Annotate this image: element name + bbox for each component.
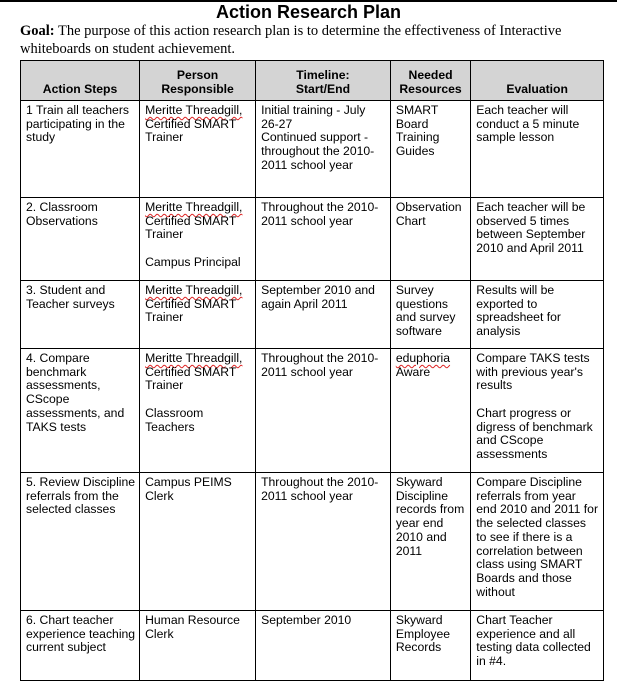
- spacer: [145, 242, 251, 256]
- resources-text: Survey questions and survey software: [395, 283, 456, 339]
- cell-person-responsible: [140, 349, 256, 473]
- cell-action-step: [21, 281, 140, 349]
- resources-text: Observation Chart: [395, 200, 462, 228]
- person-role: Certified SMART Trainer: [145, 296, 237, 325]
- resource-name: eduphoria: [395, 351, 451, 365]
- table-row: [21, 473, 604, 611]
- cell-timeline: [256, 281, 391, 349]
- evaluation-text: Chart Teacher experience and all testing data collected in #4.: [476, 613, 591, 669]
- cell-person-responsible: [140, 101, 256, 198]
- cell-timeline: [256, 101, 391, 198]
- cell-evaluation: [471, 281, 604, 349]
- person-extra: Classroom Teachers: [145, 405, 204, 434]
- timeline-text-2: Continued support - throughout the 2010-2011 school year: [261, 130, 375, 172]
- person-name: Meritte Threadgill,: [145, 200, 243, 214]
- evaluation-text: Compare Discipline referrals from year end 2010 and 2011 for the selected classes to see if there is a correlation between class using SMART Boards and those without: [476, 475, 599, 599]
- timeline-text: September 2010 and again April 2011: [261, 283, 375, 311]
- table-row: [21, 611, 604, 681]
- cell-needed-resources: [390, 198, 470, 281]
- spacer: [145, 393, 251, 407]
- person-extra: Campus Principal: [145, 254, 241, 269]
- timeline-text: Throughout the 2010-2011 school year: [261, 475, 379, 503]
- cell-action-step: [21, 349, 140, 473]
- cell-action-step: [21, 611, 140, 681]
- action-plan-table: [20, 60, 604, 681]
- header-row: [21, 61, 604, 101]
- person-role: Certified SMART Trainer: [145, 116, 237, 145]
- cell-evaluation: [471, 611, 604, 681]
- header-needed-resources: Needed Resources: [390, 61, 470, 101]
- table-body: [21, 101, 604, 681]
- person-name: Meritte Threadgill,: [145, 103, 243, 117]
- person-role: Campus PEIMS Clerk: [145, 475, 232, 503]
- timeline-text: Throughout the 2010-2011 school year: [261, 351, 379, 379]
- evaluation-text-2: Chart progress or digress of benchmark and CScope assessments: [476, 405, 593, 461]
- cell-timeline: [256, 473, 391, 611]
- cell-action-step: [21, 101, 140, 198]
- page-title: Action Research Plan: [215, 2, 402, 22]
- person-role: Human Resource Clerk: [145, 613, 240, 641]
- evaluation-text: Each teacher will be observed 5 times between September 2010 and April 2011: [476, 200, 586, 256]
- evaluation-text: Compare TAKS tests with previous year's results: [476, 351, 590, 393]
- cell-person-responsible: [140, 473, 256, 611]
- header-evaluation: Evaluation: [471, 61, 604, 101]
- goal-label: Goal:: [20, 23, 55, 39]
- resources-text: Skyward Discipline records from year end 2010 and 2011: [395, 475, 465, 558]
- cell-evaluation: [471, 198, 604, 281]
- header-action-steps: Action Steps: [21, 61, 140, 101]
- resources-text: SMART Board Training Guides: [395, 103, 440, 159]
- table-row: [21, 198, 604, 281]
- cell-needed-resources: [390, 101, 470, 198]
- resources-text: Skyward Employee Records: [395, 613, 451, 655]
- action-step-text: 5. Review Discipline referrals from the selected classes: [26, 475, 136, 517]
- cell-evaluation: [471, 101, 604, 198]
- cell-needed-resources: [390, 349, 470, 473]
- person-name: Meritte Threadgill,: [145, 351, 243, 365]
- action-step-text: 4. Compare benchmark assessments, CScope assessments, and TAKS tests: [26, 351, 125, 434]
- cell-evaluation: [471, 473, 604, 611]
- spacer: [476, 393, 599, 407]
- cell-needed-resources: [390, 281, 470, 349]
- person-name: Meritte Threadgill,: [145, 283, 243, 297]
- header-person-responsible: Person Responsible: [140, 61, 256, 101]
- cell-timeline: [256, 349, 391, 473]
- timeline-text: September 2010: [261, 613, 352, 627]
- table-row: [21, 101, 604, 198]
- cell-action-step: [21, 473, 140, 611]
- action-step-text: 3. Student and Teacher surveys: [26, 283, 115, 311]
- header-timeline: Timeline: Start/End: [256, 61, 391, 101]
- person-role: Certified SMART Trainer: [145, 213, 237, 242]
- cell-needed-resources: [390, 611, 470, 681]
- timeline-text: Throughout the 2010-2011 school year: [261, 200, 379, 228]
- timeline-text: Initial training - July 26-27: [261, 103, 366, 131]
- resources-text: Aware: [395, 364, 431, 379]
- table-row: [21, 349, 604, 473]
- evaluation-text: Results will be exported to spreadsheet for analysis: [476, 283, 561, 339]
- cell-person-responsible: [140, 198, 256, 281]
- action-step-text: 2. Classroom Observations: [26, 200, 98, 228]
- action-step-text: 1 Train all teachers participating in the study: [26, 103, 129, 145]
- cell-timeline: [256, 611, 391, 681]
- cell-person-responsible: [140, 611, 256, 681]
- cell-timeline: [256, 198, 391, 281]
- table-row: [21, 281, 604, 349]
- action-step-text: 6. Chart teacher experience teaching current subject: [26, 613, 136, 655]
- cell-needed-resources: [390, 473, 470, 611]
- cell-person-responsible: [140, 281, 256, 349]
- goal-text: The purpose of this action research plan is to determine the effectiveness of Interactive whiteboards on student achievement.: [20, 23, 562, 57]
- person-role: Certified SMART Trainer: [145, 364, 237, 393]
- cell-action-step: [21, 198, 140, 281]
- cell-evaluation: [471, 349, 604, 473]
- goal-statement: [20, 22, 610, 58]
- evaluation-text: Each teacher will conduct a 5 minute sample lesson: [476, 103, 580, 145]
